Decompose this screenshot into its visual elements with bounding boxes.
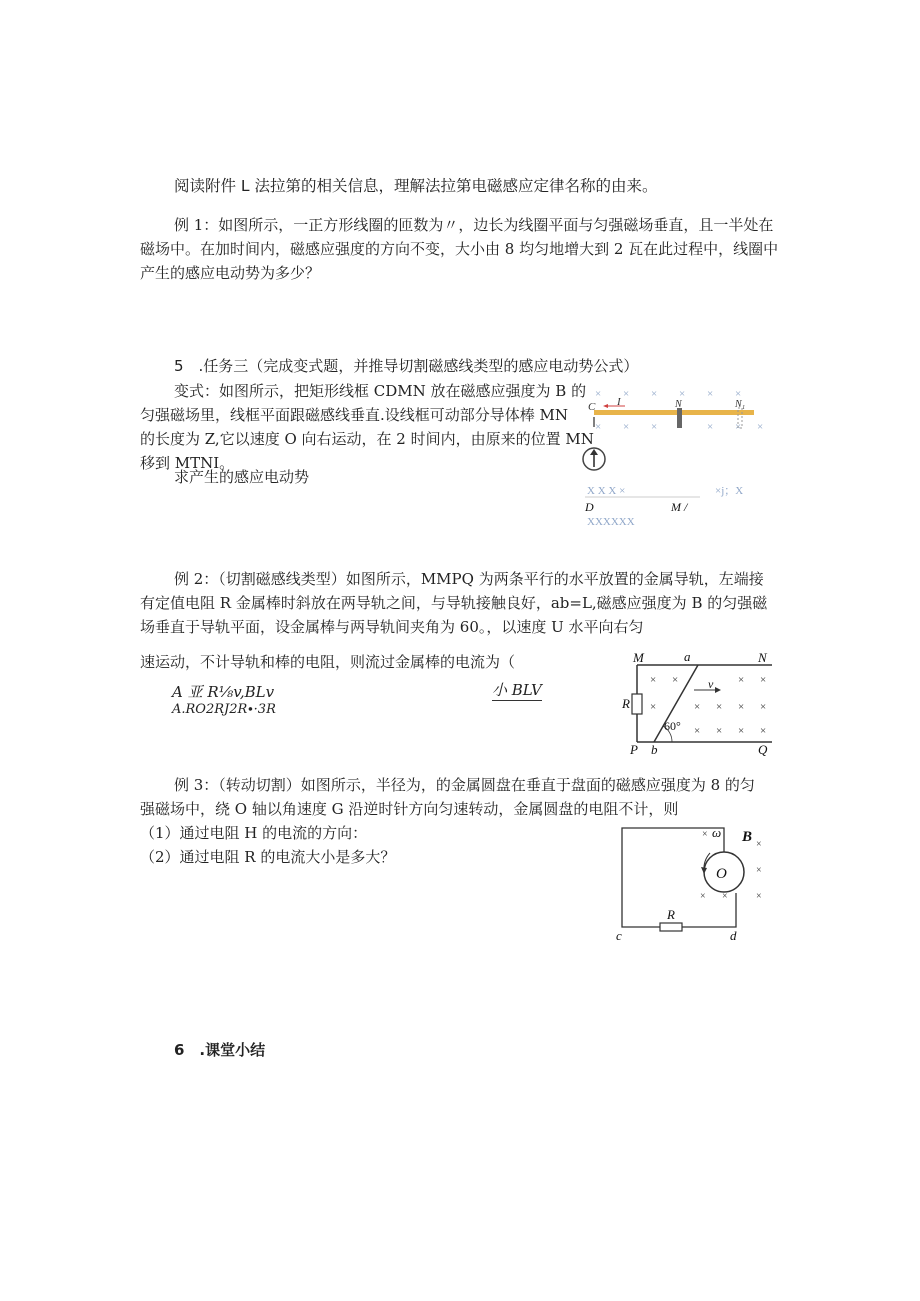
fig2-rail-diagram	[620, 650, 780, 760]
fig2-cross: ×	[650, 701, 657, 713]
example1-line3: 产生的感应电动势为多少？	[140, 264, 321, 282]
task3-heading: 5 .任务三（完成变式题，并推导切割磁感线类型的感应电动势公式）	[174, 357, 639, 375]
fig2-label-q: Q	[758, 742, 768, 757]
fig1-cross: ×	[707, 388, 714, 400]
fig3-label-b: B	[742, 829, 753, 845]
fig2-label-m: M	[633, 650, 644, 665]
fig2-cross: ×	[738, 674, 745, 686]
fig1-label-m1: M /	[671, 500, 688, 514]
fig2-cross: ×	[716, 725, 723, 737]
fig2-label-a: a	[684, 649, 691, 664]
intro-text: 阅读附件 L 法拉第的相关信息，理解法拉第电磁感应定律名称的由来。	[174, 177, 658, 195]
fig1-cross: ×	[595, 421, 602, 433]
task3-line2: 匀强磁场里，线框平面跟磁感线垂直.设线框可动部分导体棒 MN	[140, 406, 569, 424]
example3-question2: （2）通过电阻 R 的电流大小是多大？	[140, 848, 396, 866]
task3-line4: 移到 MTNI。	[140, 454, 235, 472]
fig1-cross: ×	[757, 421, 764, 433]
fig1-cross: ×	[623, 421, 630, 433]
fig1-rail-diagram	[575, 383, 775, 528]
fig3-cross: ×	[756, 865, 762, 876]
option-a-denominators: A.RO2RJ2R∙·3R	[172, 702, 276, 717]
example2-line1: 例 2：（切割磁感线类型）如图所示，MMPQ 为两条平行的水平放置的金属导轨，左端接	[174, 570, 764, 588]
fig2-cross: ×	[716, 701, 723, 713]
example1-line2: 磁场中。在加时间内，磁感应强度的方向不变，大小由 8 均匀地增大到 2 瓦在此过程中，线圈中	[140, 240, 779, 258]
fig3-cross: ×	[722, 891, 728, 902]
fig2-cross: ×	[760, 674, 767, 686]
fig3-cross: ×	[700, 891, 706, 902]
fig3-cross: ×	[756, 839, 762, 850]
fig2-cross: ×	[760, 701, 767, 713]
fig1-cross: ×	[595, 388, 602, 400]
fig2-label-n: N	[758, 650, 767, 665]
fig1-row3: X X X ×	[587, 485, 626, 497]
fig2-label-v: v	[708, 677, 714, 691]
fig1-label-d: D	[585, 500, 594, 514]
fig2-label-r: R	[622, 696, 630, 711]
fig1-row3-right: ×j；X	[715, 485, 744, 497]
fig1-cross: ×	[735, 421, 742, 433]
option-b: 小 BLV	[492, 681, 542, 699]
fig2-cross: ×	[760, 725, 767, 737]
task3-line1: 变式：如图所示，把矩形线框 CDMN 放在磁感应强度为 B 的	[174, 382, 587, 400]
fig2-cross: ×	[694, 701, 701, 713]
fig2-cross: ×	[672, 674, 679, 686]
fig3-wire-right	[682, 893, 736, 927]
fig1-cross: ×	[735, 388, 742, 400]
fig2-cross: ×	[694, 725, 701, 737]
fig1-top-rail	[594, 410, 754, 415]
fig1-cross: ×	[651, 388, 658, 400]
example2-line4: 速运动，不计导轨和棒的电阻，则流过金属棒的电流为（	[140, 653, 516, 671]
fig2-velocity-arrowhead	[715, 687, 721, 693]
example1-line1: 例 1：如图所示，一正方形线圈的匝数为〃，边长为线圈平面与匀强磁场垂直，且一半处在	[174, 216, 774, 234]
fig1-row4: XXXXXX	[587, 516, 635, 528]
fig2-cross: ×	[738, 701, 745, 713]
fig1-current-arrowhead	[603, 404, 608, 408]
fig1-cross: ×	[679, 388, 686, 400]
task3-line5: 求产生的感应电动势	[174, 468, 310, 486]
fig2-resistor	[632, 694, 642, 714]
fig1-cross: ×	[707, 421, 714, 433]
fig3-label-o: O	[716, 866, 727, 882]
fig2-cross: ×	[738, 725, 745, 737]
summary-heading: 6 .课堂小结	[174, 1041, 266, 1059]
example2-line3: 场垂直于导轨平面，设金属棒与两导轨间夹角为 60。，以速度 U 水平向右匀	[140, 618, 644, 636]
fig1-label-c: C	[588, 401, 596, 413]
fig2-label-b: b	[651, 742, 658, 757]
fig3-resistor	[660, 923, 682, 931]
fig3-label-c: c	[616, 928, 622, 943]
fig3-disk-diagram	[612, 823, 777, 943]
fig1-sliding-bar	[677, 408, 682, 428]
fig1-cross: ×	[623, 388, 630, 400]
fig3-label-d: d	[730, 928, 737, 943]
fig1-cross: ×	[651, 421, 658, 433]
example3-line2: 强磁场中，绕 O 轴以角速度 G 沿逆时针方向匀速转动，金属圆盘的电阻不计，则	[140, 800, 679, 818]
option-a: A 亚 R⅛v,BLv	[172, 683, 275, 701]
example3-question1: （1）通过电阻 H 的电流的方向：	[140, 824, 368, 842]
fig1-label-n1: N₁	[735, 399, 746, 410]
fig2-label-p: P	[630, 742, 638, 757]
fig1-label-i: I	[617, 396, 621, 408]
fig1-label-n: N	[675, 399, 682, 410]
fig2-cross: ×	[650, 674, 657, 686]
example2-line2: 有定值电阻 R 金属棒时斜放在两导轨之间，与导轨接触良好，ab=L,磁感应强度为 B 的匀强磁	[140, 594, 768, 612]
example3-line1: 例 3：（转动切割）如图所示，半径为，的金属圆盘在垂直于盘面的磁感应强度为 8 的匀	[174, 776, 755, 794]
fig3-label-r: R	[667, 907, 675, 922]
fig2-label-angle: 60°	[664, 719, 681, 733]
task3-line3: 的长度为 Z,它以速度 O 向右运动，在 2 时间内，由原来的位置 MN	[140, 430, 594, 448]
fig3-label-omega: ω	[712, 825, 722, 840]
fig3-cross: ×	[702, 829, 708, 840]
fig3-cross: ×	[756, 891, 762, 902]
